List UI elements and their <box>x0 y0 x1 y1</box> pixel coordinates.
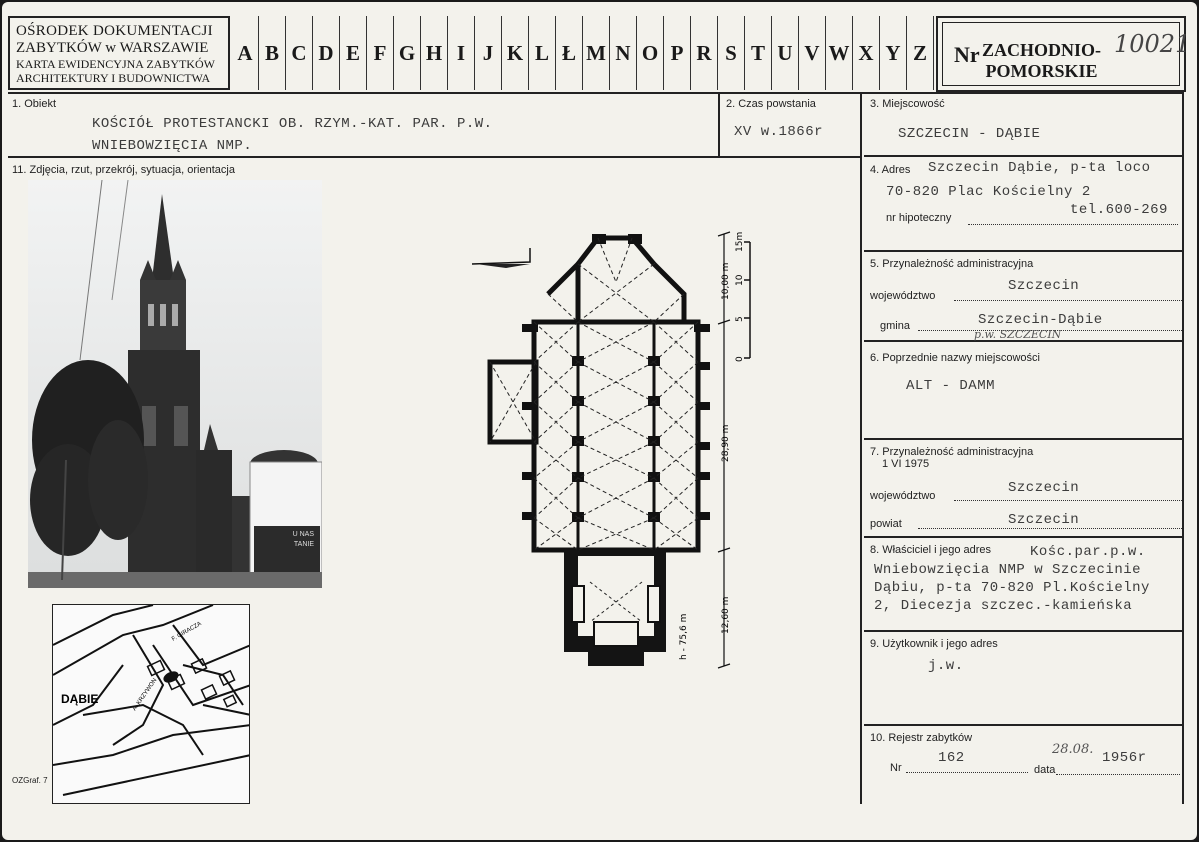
voivodeship-label: województwo <box>870 290 936 302</box>
index-letter: N <box>610 16 637 90</box>
region-line-2: POMORSKIE <box>985 61 1098 81</box>
institution-line-4: ARCHITEKTURY I BUDOWNICTWA <box>16 71 211 85</box>
register-date-handwritten: 28.08. <box>1052 742 1094 757</box>
field-7-date: 1 VI 1975 <box>882 458 930 470</box>
county-value: Szczecin <box>1008 512 1080 528</box>
shop-sign-line-1: U NAS <box>292 531 314 538</box>
alphabet-index <box>232 16 934 90</box>
scale-15: 15m <box>735 231 745 252</box>
telephone: tel.600-269 <box>1070 202 1168 218</box>
previous-names: ALT - DAMM <box>906 378 996 394</box>
owner-line-1: Kośc.par.p.w. <box>1030 544 1146 560</box>
object-name-line-1: KOŚCIÓŁ PROTESTANCKI OB. RZYM.-KAT. PAR. P.W. <box>92 116 493 132</box>
printer-code: OZGraf. 7 <box>12 776 48 785</box>
field-5-label: 5. Przynależność administracyjna <box>870 258 1034 270</box>
index-letter: H <box>421 16 448 90</box>
index-letter: U <box>772 16 799 90</box>
scale-0: 0 <box>735 356 745 362</box>
scale-10: 10 <box>735 274 745 286</box>
index-letter: F <box>367 16 394 90</box>
owner-line-2: Wniebowzięcia NMP w Szczecinie <box>874 562 1142 578</box>
field-4-label: 4. Adres <box>870 164 911 176</box>
index-letter: Ł <box>556 16 583 90</box>
locality: SZCZECIN - DĄBIE <box>898 126 1041 142</box>
commune-handwritten-note: p.w. SZCZECIN <box>974 328 1062 341</box>
mortgage-label: nr hipoteczny <box>886 212 952 224</box>
dim-tower: 12,60 m <box>721 596 731 634</box>
index-letter: T <box>745 16 772 90</box>
church-photo <box>28 180 322 588</box>
number-box <box>936 16 1191 92</box>
index-letter: E <box>340 16 367 90</box>
construction-date: XV w.1866r <box>734 124 824 140</box>
shop-sign-line-2: TANIE <box>293 541 314 548</box>
county-label: powiat <box>870 518 902 530</box>
register-date-label: data <box>1034 764 1056 776</box>
map-street-2: A. KRZYWON <box>131 677 159 713</box>
dim-nave: 28,90 m <box>721 424 731 462</box>
index-letter: I <box>448 16 475 90</box>
institution-line-3: KARTA EWIDENCYJNA ZABYTKÓW <box>16 57 215 71</box>
index-letter: O <box>637 16 664 90</box>
register-nr-label: Nr <box>890 762 902 774</box>
index-letter: J <box>475 16 502 90</box>
scale-5: 5 <box>735 316 745 322</box>
tower-height: h - 75,6 m <box>679 613 689 660</box>
inventory-card <box>2 2 1197 840</box>
institution-line-1: OŚRODEK DOKUMENTACJI <box>16 23 213 39</box>
index-letter: C <box>286 16 313 90</box>
field-6-label: 6. Poprzednie nazwy miejscowości <box>870 352 1040 364</box>
institution-line-2: ZABYTKÓW w WARSZAWIE <box>16 40 209 56</box>
object-name-line-2: WNIEBOWZIĘCIA NMP. <box>92 138 253 154</box>
owner-line-3: Dąbiu, p-ta 70-820 Pl.Kościelny <box>874 580 1150 596</box>
index-letter: W <box>826 16 853 90</box>
nr-label: Nr <box>954 42 980 67</box>
voivodeship-value: Szczecin <box>1008 278 1080 294</box>
institution-box <box>8 16 230 90</box>
field-10-label: 10. Rejestr zabytków <box>870 732 973 744</box>
region-line-1: ZACHODNIO- <box>982 40 1102 60</box>
field-9-label: 9. Użytkownik i jego adres <box>870 638 998 650</box>
index-letter: M <box>583 16 610 90</box>
index-letter: P <box>664 16 691 90</box>
index-letter: L <box>529 16 556 90</box>
commune-value: Szczecin-Dąbie <box>978 312 1103 328</box>
field-11-label: 11. Zdjęcia, rzut, przekrój, sytuacja, orientacja <box>12 164 235 176</box>
address-line-1: Szczecin Dąbie, p-ta loco <box>928 160 1151 176</box>
index-letter: A <box>232 16 259 90</box>
location-map <box>52 604 250 804</box>
index-letter: S <box>718 16 745 90</box>
index-letter: Z <box>907 16 934 90</box>
floor-plan <box>466 222 766 692</box>
index-letter: X <box>853 16 880 90</box>
index-letter: D <box>313 16 340 90</box>
register-nr-value: 162 <box>938 750 965 766</box>
voivodeship-value-7: Szczecin <box>1008 480 1080 496</box>
field-2-label: 2. Czas powstania <box>726 98 816 110</box>
field-8-label: 8. Właściciel i jego adres <box>870 544 992 556</box>
index-letter: B <box>259 16 286 90</box>
field-3-label: 3. Miejscowość <box>870 98 945 110</box>
field-7-label: 7. Przynależność administracyjna <box>870 446 1034 458</box>
index-letter: V <box>799 16 826 90</box>
index-letter: Y <box>880 16 907 90</box>
dim-chancel: 10,00 m <box>721 262 731 300</box>
map-street-1: F. GIRACZA <box>171 621 203 643</box>
voivodeship-label-7: województwo <box>870 490 936 502</box>
owner-line-4: 2, Diecezja szczec.-kamieńska <box>874 598 1133 614</box>
field-1-label: 1. Obiekt <box>12 98 57 110</box>
map-town-label: DĄBIE <box>61 692 99 706</box>
index-letter: G <box>394 16 421 90</box>
index-letter: R <box>691 16 718 90</box>
handwritten-register-number: 10021 <box>1114 30 1191 58</box>
region-stamp <box>982 40 1101 82</box>
register-year: 1956r <box>1102 750 1147 766</box>
index-letter: K <box>502 16 529 90</box>
commune-label: gmina <box>880 320 910 332</box>
address-line-2: 70-820 Plac Kościelny 2 <box>886 184 1091 200</box>
user-value: j.w. <box>928 658 964 674</box>
